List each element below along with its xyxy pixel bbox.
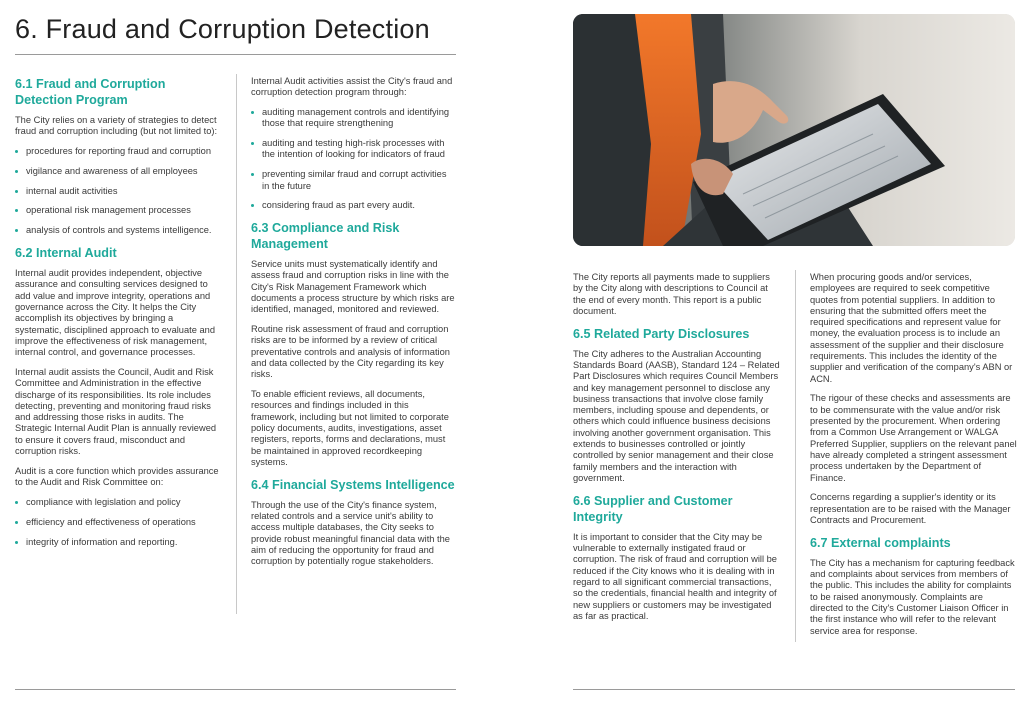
s63-paragraph-2: Routine risk assessment of fraud and corruption risks are to be informed by a review of critical preventative controls and analysis of information and data collected by the City regarding its key risks.	[251, 324, 450, 380]
s62-list	[15, 497, 222, 548]
s63-paragraph-3: To enable efficient reviews, all documents, resources and findings included in this framework, including but not limited to corporate policy documents, audits, investigations, asset registers, reports, forms and declarations, must be maintained in approved recordkeeping systems.	[251, 389, 449, 467]
col4-paragraph-2: The rigour of these checks and assessments are to be commensurate with the value and/or risk presented by the procurement. When ordering from a Common Use Arrangement or WALGA Preferred Supplier, suppliers on the relevant panel have already completed a stringent assessment process undertaken by the Department of Finance.	[810, 393, 1017, 483]
column-3	[573, 272, 780, 631]
s62-paragraph-2: Internal audit assists the Council, Audit and Risk Committee and Administration in the effective discharge of its responsibilities. Its role includes detecting, preventing and monitoring fraud risks and addressing those risks in audits. The Strategic Internal Audit Plan is annually reviewed to ensure it covers fraud, misconduct and corruption risks.	[15, 366, 217, 457]
s62-paragraph-1: Internal audit provides independent, objective assurance and consulting services designed to add value and improve integrity, operations and governance across the City. It helps the City accomplish its objectives by bringing a systematic, disciplined approach to evaluate and improve the effectiveness of risk management, internal control, and governance processes.	[15, 268, 216, 358]
heading-6-2: 6.2 Internal Audit	[15, 246, 117, 261]
heading-6-5: 6.5 Related Party Disclosures	[573, 326, 750, 341]
list-item: integrity of information and reporting.	[15, 537, 222, 548]
tablet-photo	[573, 14, 1015, 246]
list-item: operational risk management processes	[15, 205, 222, 216]
s61-list	[15, 146, 222, 236]
s61-intro: The City relies on a variety of strategies to detect fraud and corruption including (but not limited to):	[15, 115, 218, 137]
heading-6-3: 6.3 Compliance and Risk Management	[251, 221, 400, 252]
column-4	[810, 272, 1017, 645]
heading-6-4: 6.4 Financial Systems Intelligence	[251, 477, 455, 492]
s62-paragraph-3: Audit is a core function which provides assurance to the Audit and Risk Committee on:	[15, 465, 219, 488]
page-title: 6. Fraud and Corruption Detection	[15, 14, 430, 44]
s66-paragraph-1: It is important to consider that the City may be vulnerable to externally instigated fraud or corruption. The risk of fraud and corruption will be reduced if the City knows who it is dealing with in regard to all significant commercial transactions, so the credentials, financial health and integrity of new suppliers or customers may be investigated as far as practical.	[573, 531, 777, 621]
heading-6-7: 6.7 External complaints	[810, 535, 951, 550]
footer-rule-right	[573, 689, 1015, 690]
title-divider	[15, 54, 456, 55]
col4-paragraph-3: Concerns regarding a supplier's identity or its representation are to be raised with the Manager Contracts and Procurement.	[810, 492, 1011, 525]
heading-6-6: 6.6 Supplier and Customer Integrity	[573, 493, 733, 524]
s64-paragraph-1: Through the use of the City's finance system, related controls and a service unit's ability to access multiple databases, the City seeks to provide robust meaningful financial data with the aim of reducing the opportunity for fraud and corruption by potentially rogue stakeholders.	[251, 499, 450, 567]
list-item: auditing management controls and identifying those that require strengthening	[251, 107, 456, 130]
column-divider-right	[795, 270, 796, 642]
list-item: internal audit activities	[15, 186, 222, 197]
column-divider-left	[236, 74, 237, 614]
col2-list	[251, 107, 456, 212]
s65-paragraph-1: The City adheres to the Australian Accounting Standards Board (AASB), Standard 124 – Related Part Disclosures which requires Council Members and key management personnel to disclose any business transactions that involve close family members, including spouse and dependents, or others which could influence business decisions involving another government organisation. This extends to businesses controlled or jointly controlled by senior management and their close family members and the interaction with government.	[573, 348, 780, 483]
list-item: efficiency and effectiveness of operations	[15, 517, 222, 528]
col4-paragraph-1: When procuring goods and/or services, employees are required to seek competitive quotes from potential suppliers. In addition to ensuring that the submitted offers meet the required specifications and represent value for money, the evaluation process is to include an assessment of the supplier and their disclosure requirements. This includes the identity of the supplier and verification of the company's ABN or ACN.	[810, 272, 1013, 384]
list-item: preventing similar fraud and corrupt activities in the future	[251, 169, 456, 192]
col2-intro: Internal Audit activities assist the City's fraud and corruption detection program through:	[251, 76, 453, 98]
list-item: vigilance and awareness of all employees	[15, 166, 222, 177]
column-2	[251, 76, 456, 576]
list-item: procedures for reporting fraud and corruption	[15, 146, 222, 157]
heading-6-1: 6.1 Fraud and Corruption Detection Program	[15, 77, 166, 107]
list-item: considering fraud as part every audit.	[251, 200, 456, 211]
column-1	[15, 76, 222, 556]
list-item: compliance with legislation and policy	[15, 497, 222, 508]
footer-rule-left	[15, 689, 456, 690]
list-item: auditing and testing high-risk processes with the intention of looking for indicators of fraud	[251, 138, 456, 161]
col3-paragraph-1: The City reports all payments made to suppliers by the City along with descriptions to Council at the end of every month. This report is a public document.	[573, 272, 770, 316]
s63-paragraph-1: Service units must systematically identify and assess fraud and corruption risks in line with the City's Risk Management Framework which documents a process structure by which risks are identified, managed, monitored and reviewed.	[251, 259, 455, 315]
list-item: analysis of controls and systems intelligence.	[15, 225, 222, 236]
tablet-illustration	[573, 14, 1015, 246]
s67-paragraph-1: The City has a mechanism for capturing feedback and complaints about services from members of the public. This includes the ability for complaints to be raised anonymously. Complaints are directed to the City's Customer Liaison Officer in the first instance who will refer to the relevant service area for response.	[810, 557, 1015, 636]
